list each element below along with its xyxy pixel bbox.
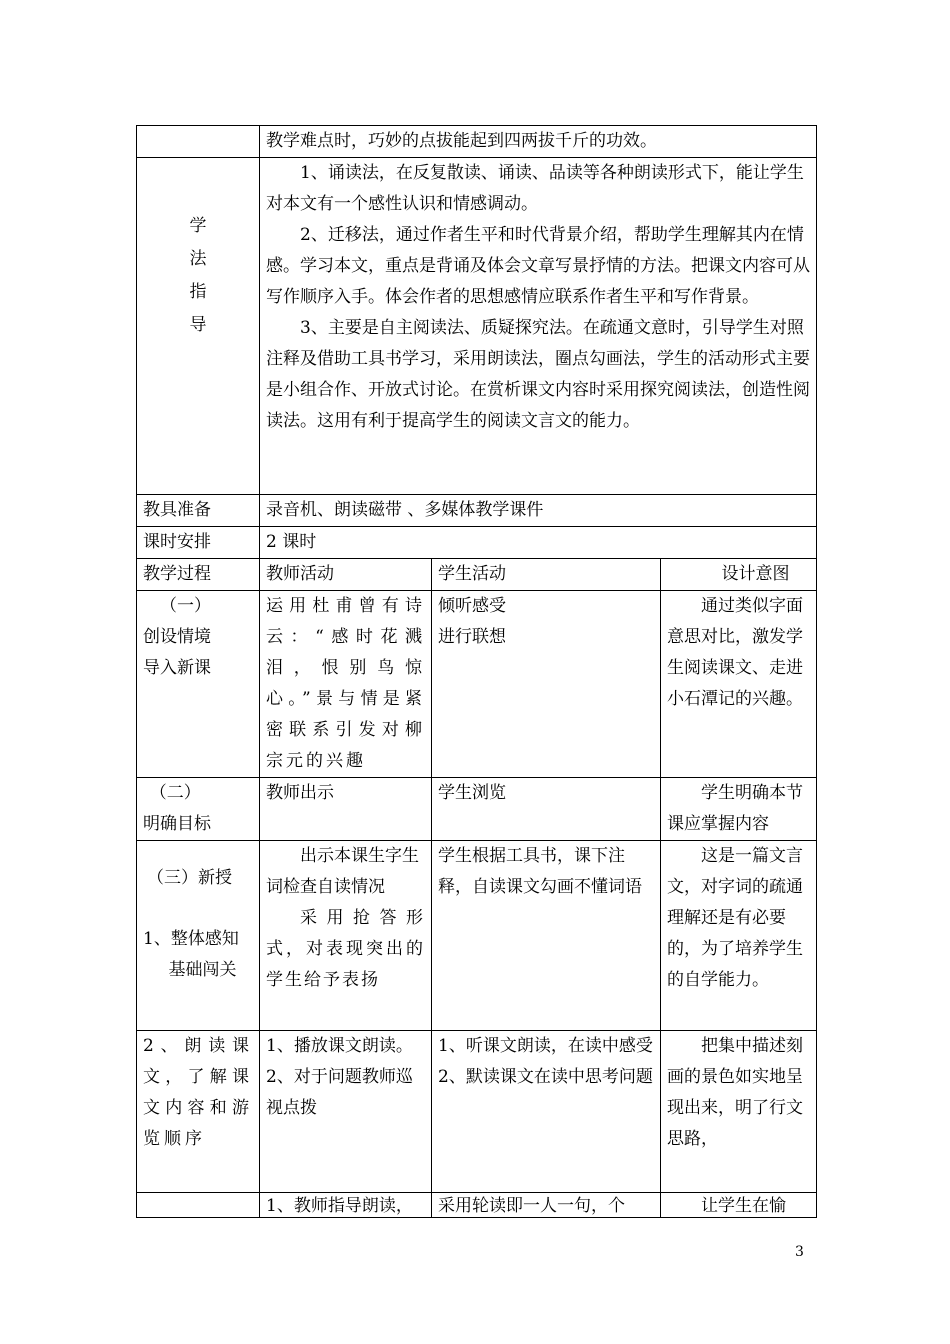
step-row [137, 1031, 817, 1193]
study-guide-content-cell [260, 158, 817, 495]
study-guide-label-char: 学 [189, 216, 207, 236]
difficulty-continuation-row [137, 126, 817, 158]
process-header-student: 学生活动 [432, 559, 661, 591]
student-activity-line: 倾听感受 [438, 596, 506, 616]
process-header-row [137, 559, 817, 591]
difficulty-text-cell [260, 126, 817, 158]
study-guide-label-char: 指 [189, 282, 207, 302]
student-activity: 采用轮读即一人一句，个 [438, 1196, 625, 1216]
step-teacher-cell [260, 778, 432, 841]
step-row [137, 1193, 817, 1218]
teacher-activity: 1、教师指导朗读， [266, 1196, 413, 1216]
study-guide-paragraph: 1、诵读法，在反复散读、诵读、品读等各种朗读形式下，能让学生对本文有一个感性认识和情感调动。 [266, 163, 804, 214]
step-stage-cell [137, 1031, 260, 1193]
step-intent-cell [661, 1031, 817, 1193]
page-number: 3 [795, 1244, 804, 1260]
student-activity-line: 2、默读课文在读中思考问题 [438, 1067, 653, 1087]
process-header-stage: 教学过程 [137, 559, 260, 591]
step-row [137, 591, 817, 778]
stage-line: 导入新课 [143, 658, 211, 678]
step-teacher-cell [260, 1031, 432, 1193]
study-guide-paragraph: 3、主要是自主阅读法、质疑探究法。在疏通文意时，引导学生对照注释及借助工具书学习，采用朗读法，圈点勾画法，学生的活动形式主要是小组合作、开放式讨论。在赏析课文内容时采用探究阅读法，创造性阅读法。这用有利于提高学生的阅读文言文的能力。 [266, 318, 810, 431]
study-guide-label-cell [137, 158, 260, 495]
schedule-row [137, 527, 817, 559]
step-stage-cell [137, 1193, 260, 1218]
design-intent: 让学生在愉 [701, 1196, 786, 1216]
step-row [137, 778, 817, 841]
stage-text: 2、朗读课文，了解课文内容和游览顺序 [143, 1036, 253, 1149]
step-student-cell [432, 778, 661, 841]
study-guide-label-char: 法 [189, 249, 207, 269]
step-student-cell [432, 841, 661, 1031]
study-guide-paragraph: 2、迁移法，通过作者生平和时代背景介绍，帮助学生理解其内在情感。学习本文，重点是背诵及体会文章写景抒情的方法。把课文内容可从写作顺序入手。体会作者的思想感情应联系作者生平和写作背景。 [266, 225, 810, 307]
student-activity-line: 进行联想 [438, 627, 506, 647]
stage-line: 明确目标 [143, 814, 211, 834]
step-stage-cell [137, 778, 260, 841]
step-teacher-cell [260, 1193, 432, 1218]
difficulty-text: 教学难点时，巧妙的点拔能起到四两拔千斤的功效。 [266, 131, 657, 151]
step-stage-cell [137, 591, 260, 778]
tools-label: 教具准备 [137, 495, 260, 527]
design-intent: 把集中描述刻画的景色如实地呈现出来，明了行文思路， [667, 1036, 803, 1149]
teacher-activity-line: 出示本课生字生词检查自读情况 [266, 846, 419, 897]
step-student-cell [432, 591, 661, 778]
student-activity: 学生根据工具书，课下注释，自读课文勾画不懂词语 [438, 846, 642, 897]
design-intent: 学生明确本节课应掌握内容 [667, 783, 803, 834]
student-activity-line: 学生浏览 [438, 783, 506, 803]
step-student-cell [432, 1193, 661, 1218]
step-stage-cell [137, 841, 260, 1031]
step-row [137, 841, 817, 1031]
stage-line: 1、整体感知 [143, 929, 239, 949]
step-teacher-cell [260, 841, 432, 1031]
teacher-activity-line: 2、对于问题教师巡视点拨 [266, 1067, 413, 1118]
stage-line: 创设情境 [143, 627, 211, 647]
step-intent-cell [661, 778, 817, 841]
stage-line: （一） [160, 596, 211, 616]
lesson-plan-table [136, 125, 817, 1218]
process-header-intent: 设计意图 [661, 559, 817, 591]
tools-row [137, 495, 817, 527]
step-intent-cell [661, 1193, 817, 1218]
study-guide-label-char: 导 [189, 315, 207, 335]
stage-line: 基础闯关 [168, 960, 237, 980]
teacher-activity: 教师出示 [266, 783, 334, 803]
schedule-label: 课时安排 [137, 527, 260, 559]
design-intent: 通过类似字面意思对比，激发学生阅读课文、走进小石潭记的兴趣。 [667, 596, 803, 709]
tools-value: 录音机、朗读磁带 、多媒体教学课件 [260, 495, 817, 527]
step-teacher-cell [260, 591, 432, 778]
stage-line: （二） [149, 783, 201, 803]
design-intent: 这是一篇文言文，对字词的疏通理解还是有必要的，为了培养学生的自学能力。 [667, 846, 803, 990]
process-header-teacher: 教师活动 [260, 559, 432, 591]
study-guide-row [137, 158, 817, 495]
step-student-cell [432, 1031, 661, 1193]
teacher-activity-line: 采用抢答形式，对表现突出的学生给予表扬 [266, 908, 425, 990]
step-intent-cell [661, 841, 817, 1031]
schedule-value: 2 课时 [260, 527, 817, 559]
teacher-activity-line: 1、播放课文朗读。 [266, 1036, 413, 1056]
student-activity-line: 1、听课文朗读，在读中感受 [438, 1036, 653, 1056]
stage-line: （三）新授 [147, 868, 232, 888]
empty-label-cell [137, 126, 260, 158]
step-intent-cell [661, 591, 817, 778]
teacher-activity: 运用杜甫曾有诗云：“感时花溅泪，恨别鸟惊心。”景与情是紧密联系引发对柳宗元的兴趣 [266, 596, 425, 771]
